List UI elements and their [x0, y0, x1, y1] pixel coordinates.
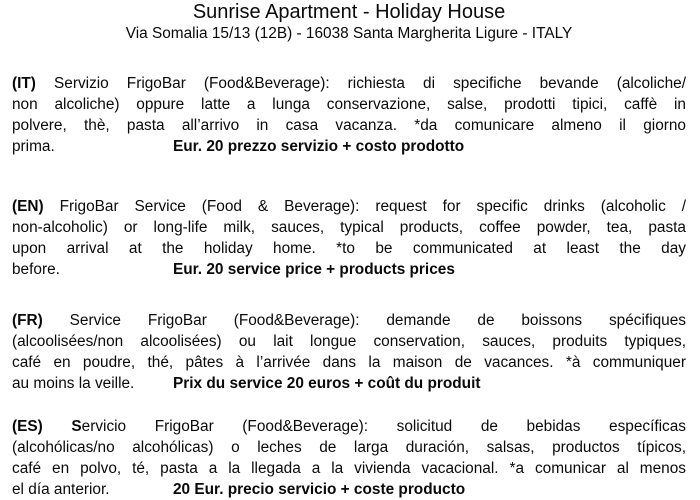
line-text: Servizio FrigoBar (Food&Beverage): richiesta di specifiche bevande (alcoliche/ [54, 75, 686, 92]
price-line [12, 136, 686, 157]
line-text: before. [12, 261, 60, 278]
text-line: polvere, thè, pasta all’arrivo in casa vacanza. *da comunicare almeno il giorno [12, 117, 686, 134]
line-text: prima. [12, 138, 55, 155]
paragraph-es [12, 416, 686, 500]
text-line: café en poudre, thé, pâtes à l’arrivée dans la maison de vacances. *à communiquer [12, 354, 686, 371]
text-line: non alcoliche) oppure latte a lunga conservazione, salse, prodotti tipici, caffè in [12, 96, 686, 113]
document-header [12, 0, 686, 43]
line-text: Service FrigoBar (Food&Beverage): demande de boissons spécifiques [69, 312, 686, 329]
lang-tag-fr: (FR) [12, 312, 70, 329]
page-title: Sunrise Apartment - Holiday House [192, 1, 506, 23]
text-line [12, 310, 686, 331]
text-line [12, 196, 686, 217]
text-line [12, 73, 686, 94]
service-price-it: Eur. 20 prezzo servizio + costo prodotto [173, 138, 465, 155]
price-line [12, 373, 686, 394]
lang-tag-it: (IT) [12, 75, 54, 92]
price-line [12, 259, 686, 280]
text-line: (alcoolisées/non alcoolisées) ou lait longue conservation, sauces, produits typiques, [12, 333, 686, 350]
line-text: au moins la veille. [12, 375, 135, 392]
text-line [12, 416, 686, 437]
text-line: non-alcoholic) or long-life milk, sauces, typical products, coffee powder, tea, pasta [12, 219, 686, 236]
paragraph-it [12, 73, 686, 157]
service-price-en: Eur. 20 service price + products prices [173, 261, 455, 278]
service-price-fr: Prix du service 20 euros + coût du produit [173, 375, 481, 392]
lang-tag-es: (ES) S [12, 418, 82, 435]
text-line: (alcohólicas/no alcohólicas) o leches de larga duración, salsas, productos típicos, [12, 439, 686, 456]
service-price-es: 20 Eur. precio servicio + coste producto [173, 481, 466, 498]
line-text: FrigoBar Service (Food & Beverage): request for specific drinks (alcoholic / [59, 198, 686, 215]
price-line [12, 479, 686, 500]
line-text: ervicio FrigoBar (Food&Beverage): solicitud de bebidas específicas [81, 418, 686, 435]
page-address: Via Somalia 15/13 (12B) - 16038 Santa Margherita Ligure - ITALY [125, 25, 573, 42]
line-text: el día anterior. [12, 481, 110, 498]
lang-tag-en: (EN) [12, 198, 60, 215]
paragraph-en [12, 196, 686, 280]
text-line: café en polvo, té, pasta a la llegada a la vivienda vacacional. *a comunicar al menos [12, 460, 686, 477]
text-line: upon arrival at the holiday home. *to be communicated at least the day [12, 240, 686, 257]
paragraph-fr [12, 310, 686, 394]
